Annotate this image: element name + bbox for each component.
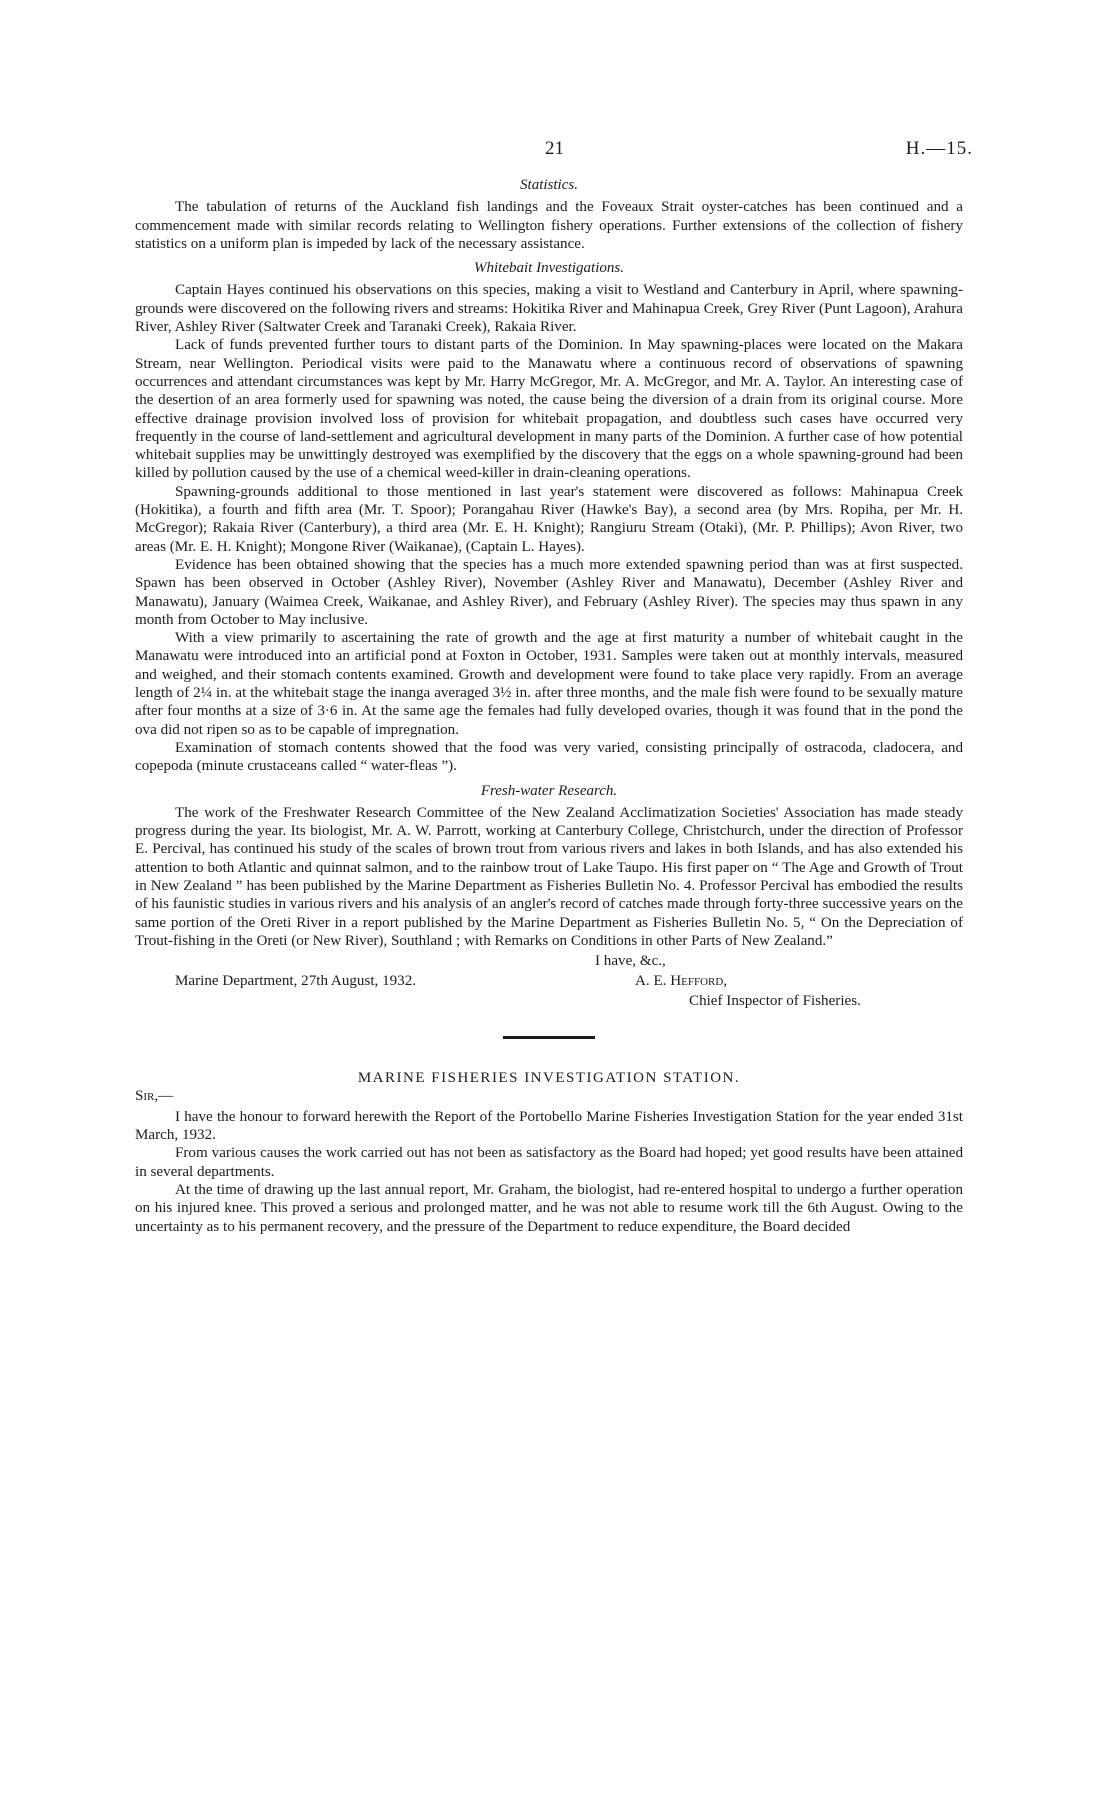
section-divider [503, 1036, 595, 1039]
whitebait-paragraph: Evidence has been obtained showing that the species has a much more extended spawning period than was at first suspected. Spawn has been observed in October (Ashley River), November (Ashley River and Manawatu), December (Ashley River and Manawatu), January (Waimea Creek, Waikanae, and Ashley River), and February (Ashley River). The species may thus spawn in any month from October to May inclusive. [135, 556, 963, 628]
signoff-title: Chief Inspector of Fisheries. [689, 993, 861, 1010]
freshwater-section [135, 782, 963, 951]
whitebait-heading: Whitebait Investigations. [474, 260, 624, 277]
salutation: Sir,— [135, 1088, 174, 1105]
statistics-paragraph: The tabulation of returns of the Auckland fish landings and the Foveaux Strait oyster-catches has been continued and a commencement made with similar records relating to Wellington fishery operations. Further extensions of the collection of fishery statistics on a uniform plan is impeded by lack of the necessary assistance. [135, 199, 963, 252]
page-body [135, 176, 963, 1236]
statistics-heading: Statistics. [520, 177, 578, 193]
statistics-section [135, 176, 963, 253]
signoff-closing: I have, &c., [595, 953, 666, 970]
whitebait-paragraph: Examination of stomach contents showed that the food was very varied, consisting principally of ostracoda, cladocera, and copepoda (minute crustaceans called “ water-fleas ”). [135, 739, 963, 775]
station-section [135, 1069, 963, 1236]
freshwater-heading: Fresh-water Research. [480, 782, 618, 799]
station-title: MARINE FISHERIES INVESTIGATION STATION. [357, 1070, 741, 1087]
station-paragraph: I have the honour to forward herewith the Report of the Portobello Marine Fisheries Investigation Station for the year ended 31st March, 1932. [135, 1108, 963, 1144]
document-reference: H.—15. [905, 138, 973, 159]
whitebait-paragraph: With a view primarily to ascertaining the rate of growth and the age at first maturity a number of whitebait caught in the Manawatu were introduced into an artificial pond at Foxton in October, 1931. Samples were taken out at monthly intervals, measured and weighed, and their stomach contents examined. Growth and development were found to take place very rapidly. From an average length of 2¼ in. at the whitebait stage the inanga averaged 3½ in. after three months, and the male fish were found to be sexually mature after four months at a size of 3·6 in. At the same age the females had fully developed ovaries, though it was found that in the pond the ova did not ripen so as to be capable of impregnation. [135, 630, 963, 738]
station-paragraph: From various causes the work carried out has not been as satisfactory as the Board had hoped; yet good results have been attained in several departments. [135, 1145, 963, 1180]
station-paragraph: At the time of drawing up the last annual report, Mr. Graham, the biologist, had re-entered hospital to undergo a further operation on his injured knee. This proved a serious and prolonged matter, and he was not able to resume work till the 6th August. Owing to the uncertainty as to his permanent recovery, and the pressure of the Department to reduce expenditure, the Board decided [135, 1181, 963, 1235]
whitebait-section [135, 259, 963, 775]
whitebait-paragraph: Spawning-grounds additional to those mentioned in last year's statement were discovered as follows: Mahinapua Creek (Hokitika), a fourth and fifth area (Mr. T. Spoor); Porangahau River (Hawke's Bay), a second area (by Mrs. Ropiha, per Mr. H. McGregor); Rakaia River (Canterbury), a third area (Mr. E. H. Knight); Rangiuru Stream (Otaki), (Mr. P. Phillips); Avon River, two areas (Mr. E. H. Knight); Mongone River (Waikanae), (Captain L. Hayes). [135, 483, 963, 555]
signoff-block [135, 952, 963, 1010]
page-header [135, 138, 973, 168]
page-number: 21 [545, 138, 564, 159]
signoff-name: A. E. Hefford, [635, 973, 728, 990]
freshwater-paragraph: The work of the Freshwater Research Committee of the New Zealand Acclimatization Societies' Association has made steady progress during the year. Its biologist, Mr. A. W. Parrott, working at Canterbury College, Christchurch, under the direction of Professor E. Percival, has continued his study of the scales of brown trout from various rivers and lakes in both Islands, and has also extended his attention to both Atlantic and quinnat salmon, and to the rainbow trout of Lake Taupo. His first paper on “ The Age and Growth of Trout in New Zealand ” has been published by the Marine Department as Fisheries Bulletin No. 4. Professor Percival has embodied the results of his faunistic studies in various rivers and his analysis of an angler's record of catches made through forty-three successive years on the same portion of the Oreti River in a report published by the Marine Department as Fisheries Bulletin No. 5, “ On the Depreciation of Trout-fishing in the Oreti (or New River), Southland ; with Remarks on Conditions in other Parts of New Zealand.” [135, 804, 963, 949]
signoff-place-date: Marine Department, 27th August, 1932. [175, 973, 417, 990]
whitebait-paragraph: Lack of funds prevented further tours to distant parts of the Dominion. In May spawning-places were located on the Makara Stream, near Wellington. Periodical visits were paid to the Manawatu where a continuous record of observations of spawning occurrences and attendant circumstances was kept by Mr. Harry McGregor, Mr. A. McGregor, and Mr. A. Taylor. An interesting case of the desertion of an area formerly used for spawning was noted, the cause being the diversion of a drain from its original course. More effective drainage provision involved loss of provision for whitebait propagation, and doubtless such cases have occurred very frequently in the course of land-settlement and agricultural development in many parts of the Dominion. A further case of how potential whitebait supplies may be unwittingly destroyed was exemplified by the discovery that the eggs on a whole spawning-ground had been killed by pollution caused by the use of a chemical weed-killer in drain-cleaning operations. [135, 337, 963, 482]
whitebait-paragraph: Captain Hayes continued his observations on this species, making a visit to Westland and Canterbury in April, where spawning-grounds were discovered on the following rivers and streams: Hokitika River and Mahinapua Creek, Grey River (Punt Lagoon), Arahura River, Ashley River (Saltwater Creek and Taranaki Creek), Rakaia River. [135, 282, 963, 336]
